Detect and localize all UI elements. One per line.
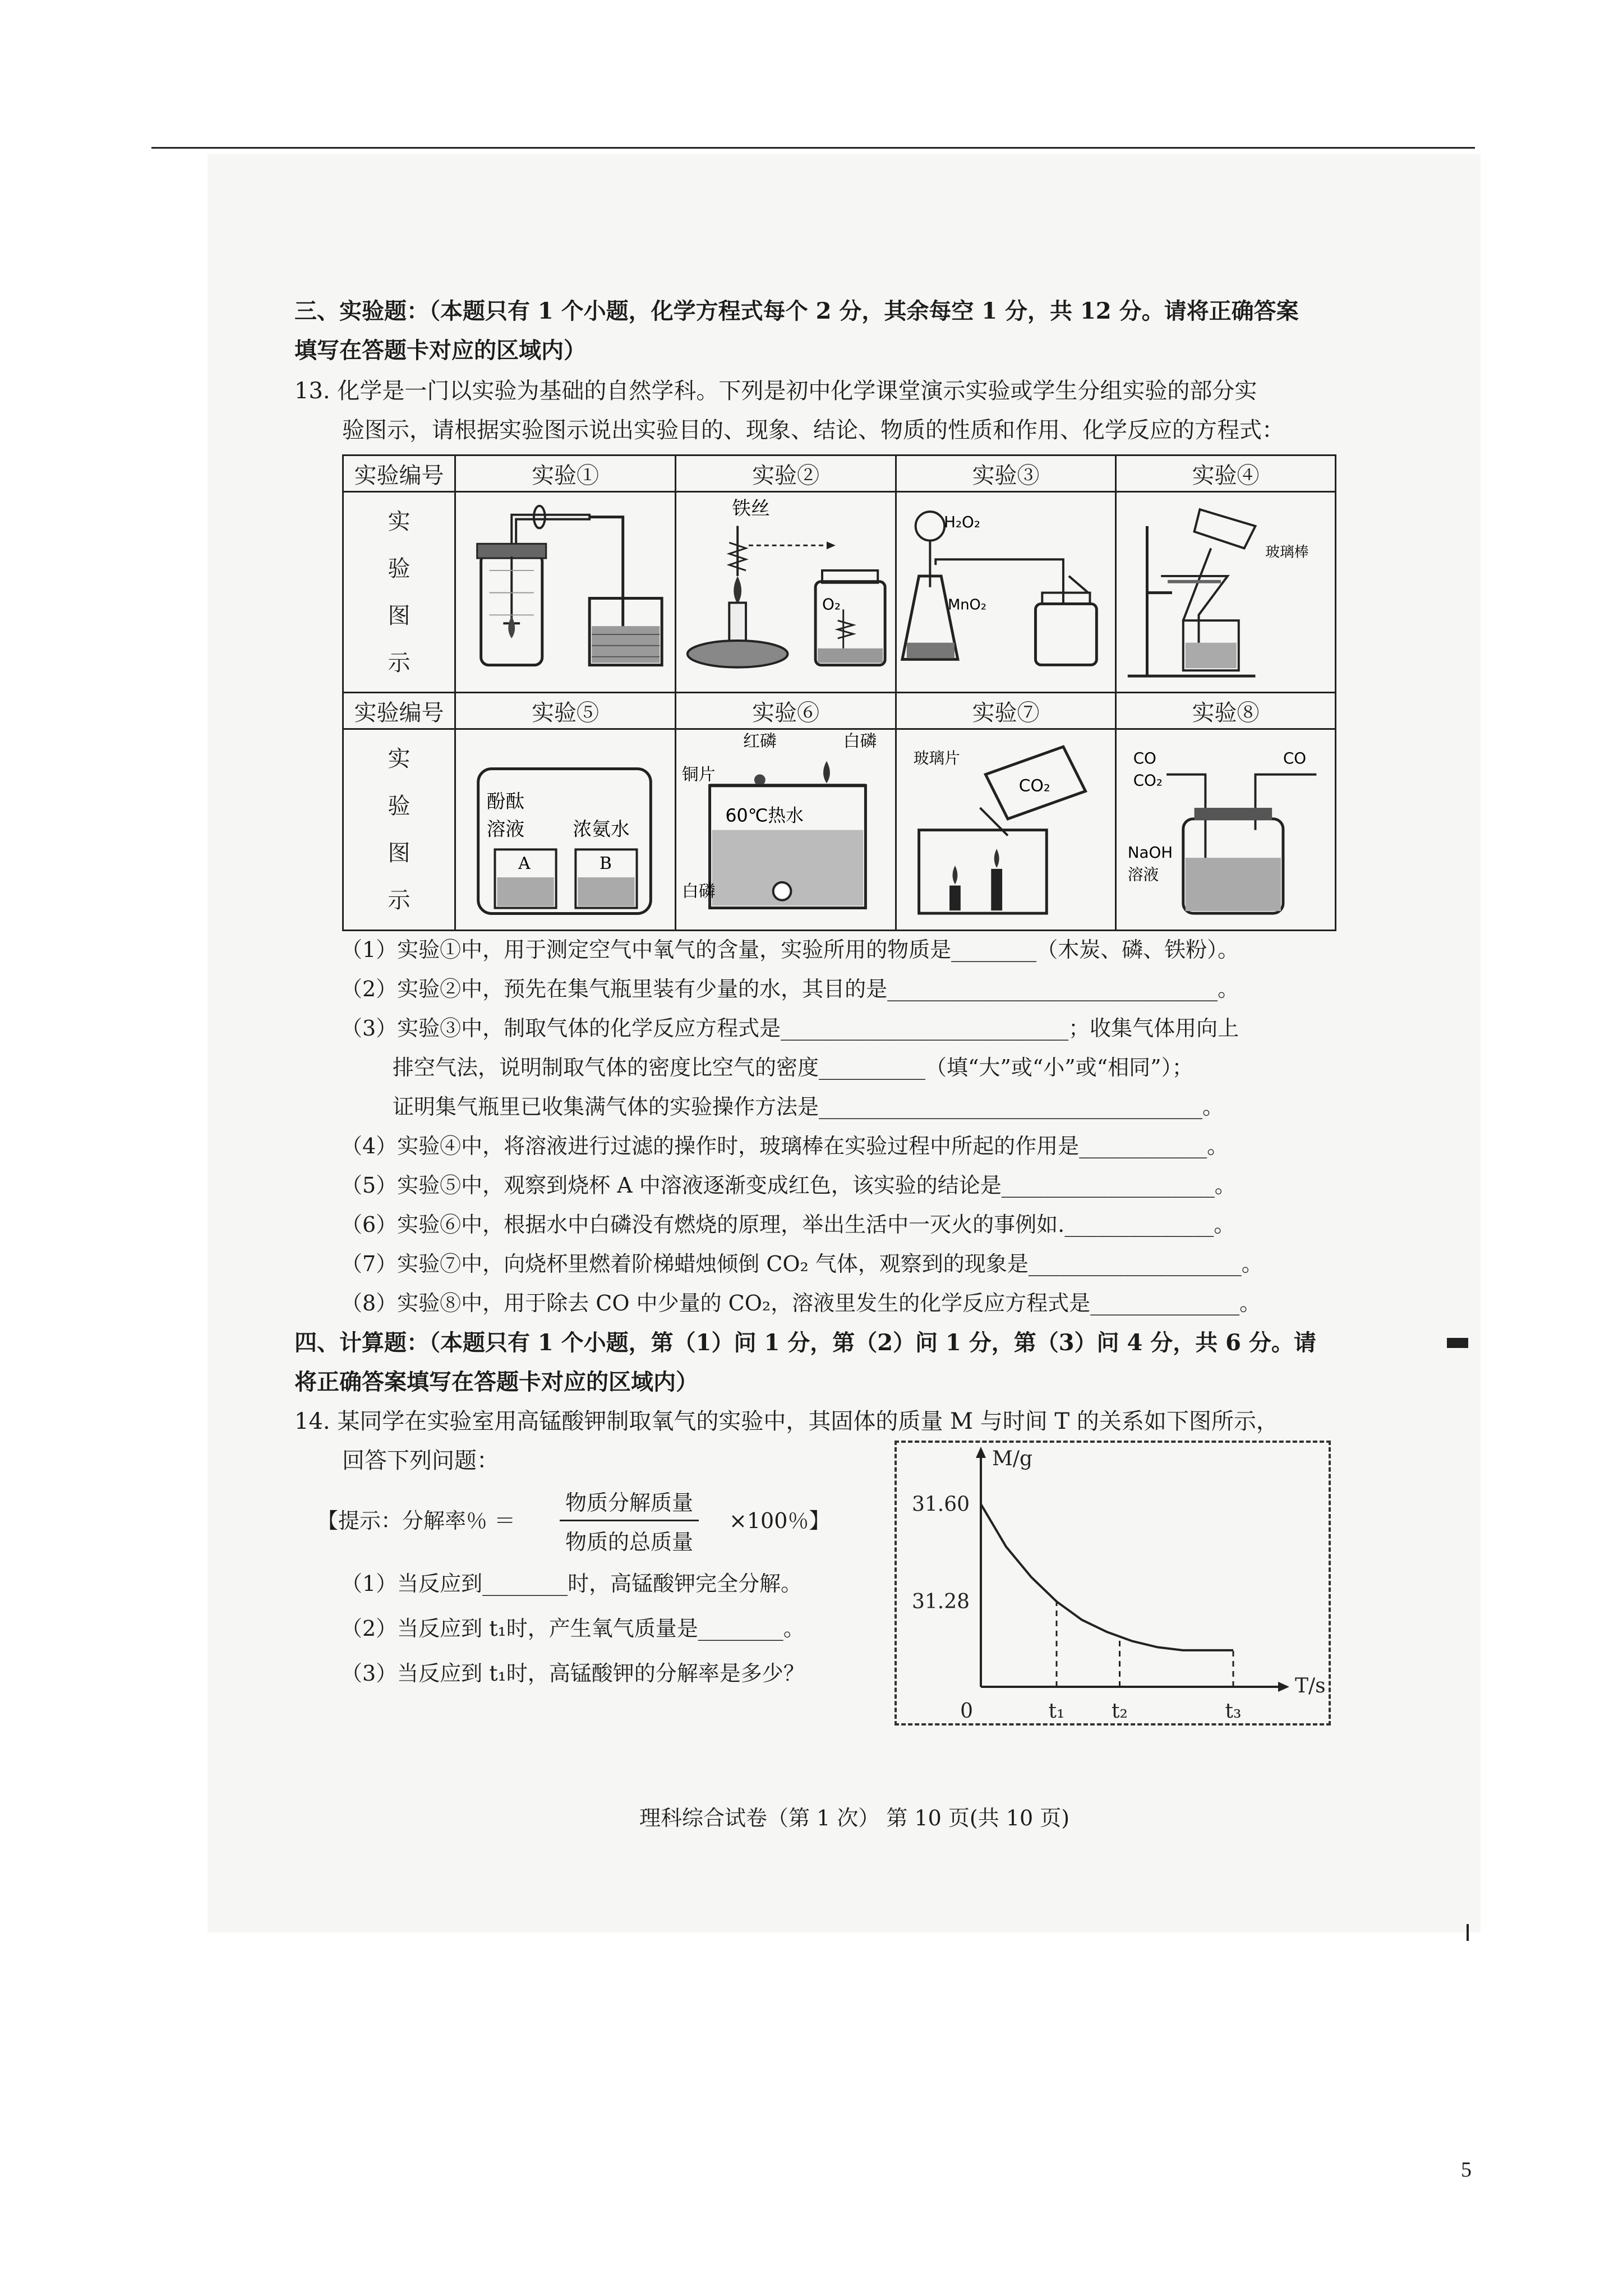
mass-time-chart-frame [895,1441,1331,1726]
x-tick-label: 0 [960,1700,973,1723]
svg-text:溶液: 溶液 [1127,865,1159,884]
x-tick-label: t₁ [1048,1700,1065,1723]
q14-stem: 14. 某同学在实验室用高锰酸钾制取氧气的实验中，其固体的质量 M 与时间 T 的关系如下图所示， [294,1409,1279,1434]
row-side-label: 实 验 图 示 [343,729,455,930]
y-axis-label: M/g [992,1447,1033,1470]
svg-text:白磷: 白磷 [681,881,716,901]
svg-text:玻璃棒: 玻璃棒 [1265,544,1309,561]
hint-prefix: 【提示：分解率％ ＝ [317,1508,516,1533]
svg-text:酚酞: 酚酞 [486,790,525,813]
svg-text:O₂: O₂ [822,595,841,614]
q13-item-6: （6）实验⑥中，根据水中白磷没有燃烧的原理，举出生活中一灭火的事例如.______________。 [341,1212,1235,1237]
experiment-1-figure [455,492,676,693]
q13-item-5: （5）实验⑤中，观察到烧杯 A 中溶液逐渐变成红色，该实验的结论是____________________。 [341,1173,1236,1198]
y-tick-label: 31.28 [911,1590,970,1613]
svg-text:白磷: 白磷 [843,731,877,752]
fraction-denominator: 物质的总质量 [565,1530,694,1554]
iron-wire-burning-icon [676,493,895,692]
svg-text:NaOH: NaOH [1127,843,1173,862]
mass-curve [981,1504,1233,1650]
svg-text:CO₂: CO₂ [1018,776,1050,796]
q13-item-4: （4）实验④中，将溶液进行过滤的操作时，玻璃棒在实验过程中所起的作用是____________。 [341,1134,1229,1158]
section-3-title: 三、实验题：（本题只有 1 个小题，化学方程式每个 2 分，其余每空 1 分，共 12 分。请将正确答案 [294,298,1299,324]
q13-stem-cont: 验图示，请根据实验图示说出实验目的、现象、结论、物质的性质和作用、化学反应的方程式： [342,417,1284,443]
scan-mark [1447,1338,1468,1348]
q14-item-2: （2）当反应到 t₁时，产生氧气质量是________。 [341,1616,805,1641]
q13-item-2: （2）实验②中，预先在集气瓶里装有少量的水，其目的是_______________________________。 [341,977,1239,1001]
svg-text:MnO₂: MnO₂ [948,596,987,614]
page-footer: 理科综合试卷（第 1 次） 第 10 页(共 10 页) [639,1806,1070,1830]
gas-washing-bottle-icon [1117,730,1335,929]
y-tick-label: 31.60 [911,1493,970,1516]
molecular-motion-beakers-icon [456,730,675,929]
q14-item-3: （3）当反应到 t₁时，高锰酸钾的分解率是多少？ [341,1661,805,1686]
experiment-8-figure [1116,729,1336,930]
hint-suffix: ×100％】 [729,1508,831,1533]
oxygen-generation-apparatus-icon [897,493,1115,692]
experiment-4-figure [1116,492,1336,693]
svg-text:CO₂: CO₂ [1133,771,1163,790]
header-rule [151,147,1475,149]
svg-text:铜片: 铜片 [681,765,716,785]
svg-text:CO: CO [1283,749,1307,768]
scan-mark [1467,1924,1469,1941]
table-header-cell: 实验⑥ [676,693,896,729]
experiment-6-figure [676,729,896,930]
q13-item-3-cont-2: 证明集气瓶里已收集满气体的实验操作方法是____________________________________。 [393,1094,1224,1119]
table-header-cell: 实验⑦ [896,693,1116,729]
x-axis-arrow [1278,1682,1289,1692]
decomposition-rate-fraction [560,1485,699,1556]
svg-text:B: B [600,854,612,874]
x-axis-label: T/s [1295,1674,1326,1697]
experiment-2-figure [676,492,896,693]
y-axis-arrow [976,1447,986,1458]
svg-text:H₂O₂: H₂O₂ [944,512,980,531]
table-header-cell: 实验编号 [343,455,455,492]
table-header-cell: 实验⑤ [455,693,676,729]
x-tick-label: t₂ [1112,1700,1128,1723]
mass-time-chart [897,1443,1329,1723]
filtration-apparatus-icon [1117,493,1335,692]
q14-item-1: （1）当反应到________时，高锰酸钾完全分解。 [341,1571,803,1596]
q13-item-1: （1）实验①中，用于测定空气中氧气的含量，实验所用的物质是________（木炭、磷、铁粉）。 [341,937,1239,962]
q13-item-7: （7）实验⑦中，向烧杯里燃着阶梯蜡烛倾倒 CO₂ 气体，观察到的现象是____________________。 [341,1251,1263,1276]
svg-text:浓氨水: 浓氨水 [573,818,630,840]
experiment-3-figure [896,492,1116,693]
x-tick-label: t₃ [1225,1700,1242,1723]
svg-text:玻璃片: 玻璃片 [913,749,960,768]
svg-text:溶液: 溶液 [486,818,525,840]
q13-item-3-cont: 排空气法，说明制取气体的密度比空气的密度__________（填“大”或“小”或“相同”）； [393,1055,1193,1080]
svg-text:60℃热水: 60℃热水 [725,806,804,827]
svg-text:A: A [518,854,531,874]
co2-candles-icon [897,730,1115,929]
section-3-title-cont: 填写在答题卡对应的区域内） [294,337,586,364]
section-4-title: 四、计算题：（本题只有 1 个小题，第（1）问 1 分，第（2）问 1 分，第（3）问 4 分，共 6 分。请 [294,1329,1316,1356]
q14-stem-cont: 回答下列问题： [342,1448,499,1474]
svg-text:红磷: 红磷 [743,731,777,752]
table-header-cell: 实验编号 [343,693,455,729]
table-header-cell: 实验② [676,455,896,492]
table-header-cell: 实验④ [1116,455,1336,492]
svg-text:铁丝: 铁丝 [732,497,770,519]
q13-item-3: （3）实验③中，制取气体的化学反应方程式是___________________________；收集气体用向上 [341,1016,1239,1041]
table-header-cell: 实验① [455,455,676,492]
table-header-cell: 实验③ [896,455,1116,492]
oxygen-content-apparatus-icon [456,493,675,692]
row-side-label: 实 验 图 示 [343,492,455,693]
experiment-7-figure [896,729,1116,930]
table-header-cell: 实验⑧ [1116,693,1336,729]
combustion-conditions-icon [676,730,895,929]
experiment-table [342,454,1336,931]
q13-item-8: （8）实验⑧中，用于除去 CO 中少量的 CO₂，溶液里发生的化学反应方程式是______________。 [341,1291,1261,1315]
experiment-5-figure [455,729,676,930]
fraction-numerator: 物质分解质量 [560,1485,699,1521]
q13-stem: 13. 化学是一门以实验为基础的自然学科。下列是初中化学课堂演示实验或学生分组实验的部分实 [294,378,1257,404]
section-4-title-cont: 将正确答案填写在答题卡对应的区域内） [294,1369,698,1395]
svg-text:CO: CO [1133,749,1156,768]
page-number: 5 [1461,2158,1472,2182]
